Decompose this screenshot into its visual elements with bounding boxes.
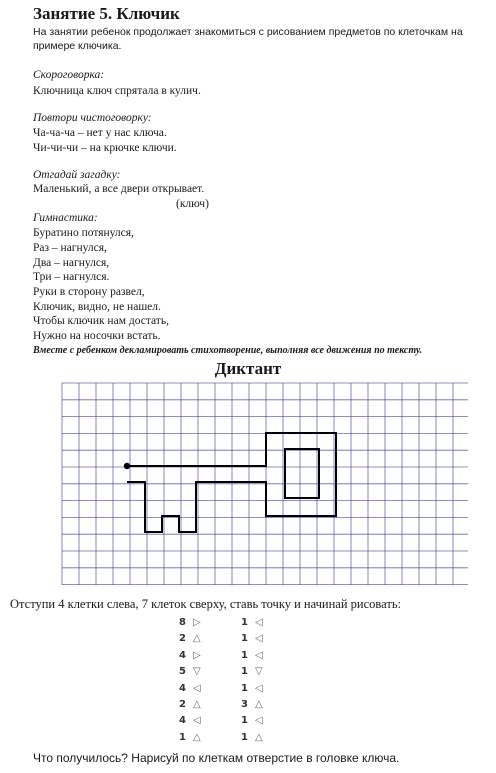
arrow-left-icon: ◁ xyxy=(255,617,263,628)
riddle-answer: (ключ) xyxy=(176,198,209,210)
start-point-dot xyxy=(124,463,130,469)
arrow-left-icon: ◁ xyxy=(255,682,263,694)
dictation-step xyxy=(241,632,269,645)
step-count: 1 xyxy=(241,649,248,661)
step-count: 1 xyxy=(241,617,248,628)
lesson-title: Занятие 5. Ключик xyxy=(33,4,180,23)
dictation-step xyxy=(179,616,207,629)
arrow-left-icon: ◁ xyxy=(193,715,201,727)
gymnastics-line-4: Три – нагнулся. xyxy=(33,271,110,283)
riddle-text: Маленький, а все двери открывает. xyxy=(33,183,205,195)
riddle-label: Отгадай загадку: xyxy=(33,169,121,181)
step-count: 1 xyxy=(241,633,248,645)
step-count: 3 xyxy=(241,699,248,710)
arrow-down-icon: ▽ xyxy=(255,666,263,678)
gymnastics-note: Вместе с ребенком декламировать стихотворение, выполняя все движения по тексту. xyxy=(33,345,423,356)
arrow-up-icon: △ xyxy=(255,699,263,710)
arrow-down-icon: ▽ xyxy=(193,666,201,678)
arrow-right-icon: ▷ xyxy=(193,649,201,661)
step-count: 2 xyxy=(179,699,186,710)
dictation-step xyxy=(241,731,269,744)
tongue-twister-text: Ключница ключ спрятала в кулич. xyxy=(33,85,201,97)
dictation-step xyxy=(241,698,269,711)
final-task: Что получилось? Нарисуй по клеткам отверстие в головке ключа. xyxy=(33,751,400,765)
dictation-step xyxy=(241,682,269,695)
arrow-right-icon: ▷ xyxy=(193,617,201,628)
arrow-left-icon: ◁ xyxy=(193,682,201,694)
dictation-step xyxy=(241,616,269,629)
dictation-step xyxy=(179,714,207,727)
step-count: 4 xyxy=(179,715,186,727)
dictation-step xyxy=(179,665,207,678)
step-count: 4 xyxy=(179,649,186,661)
gymnastics-label: Гимнастика: xyxy=(33,212,98,224)
dictation-step xyxy=(179,731,207,744)
dictation-title: Диктант xyxy=(214,359,282,378)
dictation-step xyxy=(179,632,207,645)
gymnastics-line-6: Ключик, видно, не нашел. xyxy=(33,301,161,313)
arrow-left-icon: ◁ xyxy=(255,633,263,645)
arrow-up-icon: △ xyxy=(193,633,201,645)
step-count: 1 xyxy=(241,682,248,694)
arrow-left-icon: ◁ xyxy=(255,715,263,727)
arrow-up-icon: △ xyxy=(193,699,201,710)
gymnastics-line-7: Чтобы ключик нам достать, xyxy=(33,315,169,327)
step-count: 1 xyxy=(241,731,248,743)
tongue-twister-label: Скороговорка: xyxy=(33,69,105,81)
dictation-step xyxy=(241,714,269,727)
gymnastics-line-3: Два – нагнулся, xyxy=(33,257,110,269)
dictation-instruction: Отступи 4 клетки слева, 7 клеток сверху, ставь точку и начинай рисовать: xyxy=(10,597,402,611)
dictation-step xyxy=(179,682,207,695)
clean-talk-line-2: Чи-чи-чи – на крючке ключи. xyxy=(33,142,177,154)
dictation-step xyxy=(241,649,269,662)
gymnastics-line-5: Руки в сторону развел, xyxy=(33,286,145,298)
step-count: 2 xyxy=(179,633,186,645)
dictation-step xyxy=(179,698,207,711)
dictation-step xyxy=(241,665,269,678)
arrow-up-icon: △ xyxy=(193,731,201,743)
step-count: 4 xyxy=(179,682,186,694)
lesson-intro: На занятии ребенок продолжает знакомиться с рисованием предметов по клеточкам на примере ключика. xyxy=(33,26,463,52)
clean-talk-label: Повтори чистоговорку: xyxy=(33,112,152,124)
step-count: 1 xyxy=(179,731,186,743)
step-count: 1 xyxy=(241,666,248,678)
gymnastics-line-1: Буратино потянулся, xyxy=(33,227,134,239)
dictation-step xyxy=(179,649,207,662)
arrow-up-icon: △ xyxy=(255,731,263,743)
arrow-left-icon: ◁ xyxy=(255,649,263,661)
step-count: 8 xyxy=(179,617,186,628)
step-count: 5 xyxy=(179,666,186,678)
gymnastics-line-8: Нужно на носочки встать. xyxy=(33,330,161,342)
gymnastics-line-2: Раз – нагнулся, xyxy=(33,242,107,254)
step-count: 1 xyxy=(241,715,248,727)
key-head-inner-square xyxy=(285,449,319,498)
clean-talk-line-1: Ча-ча-ча – нет у нас ключа. xyxy=(33,127,167,139)
